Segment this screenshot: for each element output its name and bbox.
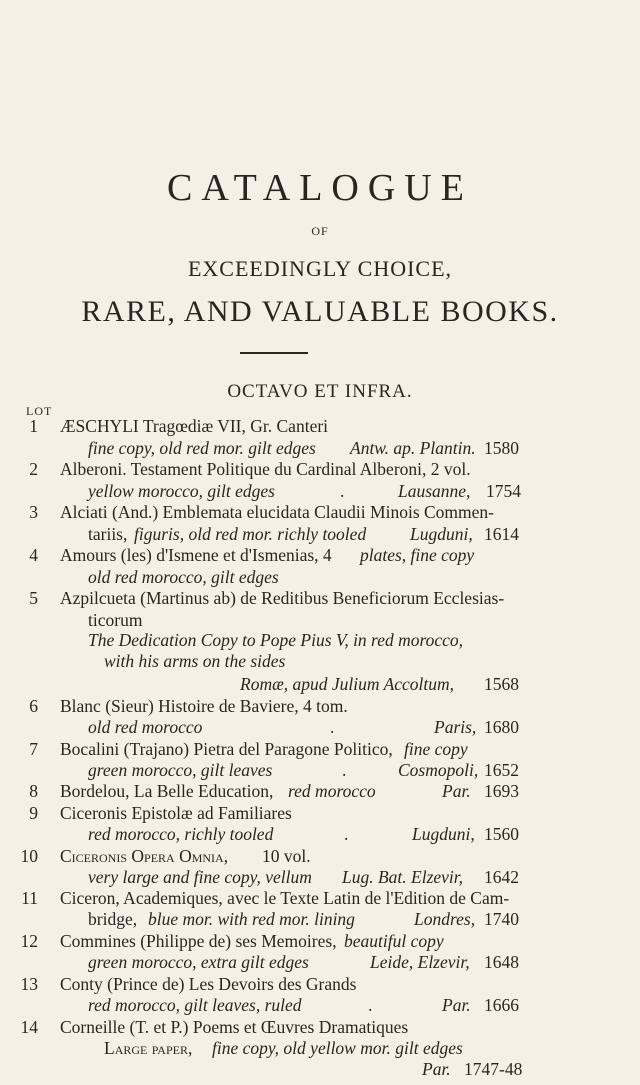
- entry-title: Alberoni. Testament Politique du Cardinal Alberoni, 2 vol.: [60, 459, 471, 479]
- lot-number: 5: [29, 588, 38, 608]
- entry-description: old red morocco, gilt edges: [88, 567, 279, 587]
- entry-volumes: 10 vol.: [262, 846, 311, 866]
- section-heading: OCTAVO ET INFRA.: [227, 381, 413, 402]
- title-of: OF: [311, 224, 329, 238]
- entry-year: 1740: [484, 909, 519, 929]
- entry-imprint: Leide, Elzevir,: [370, 952, 470, 972]
- entry-title-cont: bridge,: [88, 909, 138, 929]
- entry-description: red morocco, gilt leaves, ruled: [88, 995, 302, 1015]
- entry-imprint: Lugduni,: [412, 824, 475, 844]
- entry-title: Blanc (Sieur) Histoire de Baviere, 4 tom.: [60, 696, 348, 716]
- entry-year: 1693: [484, 781, 519, 801]
- entry-imprint: Londres,: [414, 909, 476, 929]
- entry-note: beautiful copy: [344, 931, 444, 951]
- leader-dot: .: [330, 717, 335, 737]
- subtitle-line-1: EXCEEDINGLY CHOICE,: [187, 256, 453, 281]
- entry-year: 1560: [484, 824, 519, 844]
- entry-note: plates, fine copy: [360, 545, 475, 565]
- entry-year: 1642: [484, 867, 519, 887]
- entry-year: 1680: [484, 717, 519, 737]
- lot-number: 14: [20, 1017, 38, 1037]
- entry-imprint: Paris,: [434, 717, 477, 737]
- entry-description: red morocco, richly tooled: [88, 824, 274, 844]
- lot-number: 11: [21, 888, 38, 908]
- entry-title: Azpilcueta (Martinus ab) de Reditibus Beneficiorum Ecclesias-: [60, 588, 505, 608]
- entry-description: old red morocco: [88, 717, 203, 737]
- entry-year: 1747-48: [464, 1059, 523, 1079]
- entry-imprint: Par.: [442, 995, 471, 1015]
- entry-title: Alciati (And.) Emblemata elucidata Claudii Minois Commen-: [60, 502, 494, 522]
- entry-year: 1614: [484, 524, 519, 544]
- leader-dot: .: [344, 824, 349, 844]
- entry-title: Amours (les) d'Ismene et d'Ismenias, 4: [60, 545, 332, 565]
- entry-description: very large and fine copy, vellum: [88, 867, 312, 887]
- entry-description: The Dedication Copy to Pope Pius V, in red morocco,: [88, 630, 464, 650]
- page-title: CATALOGUE: [167, 167, 473, 209]
- entry-title: Corneille (T. et P.) Poems et Œuvres Dramatiques: [60, 1017, 409, 1037]
- lot-number: 3: [29, 502, 38, 522]
- leader-dot: .: [342, 760, 347, 780]
- entry-title: Ciceronis Opera Omnia,: [60, 846, 229, 866]
- leader-dot: .: [340, 481, 345, 501]
- entry-imprint: Romæ, apud Julium Accoltum,: [240, 674, 455, 694]
- entry-imprint: Lausanne,: [398, 481, 471, 501]
- entry-title-cont: ticorum: [88, 610, 143, 630]
- entry-description: yellow morocco, gilt edges: [88, 481, 275, 501]
- entry-title: Commines (Philippe de) ses Memoires,: [60, 931, 337, 951]
- entry-imprint: Par.: [442, 781, 471, 801]
- lot-number: 9: [29, 803, 38, 823]
- entry-year: 1652: [484, 760, 519, 780]
- entry-year: 1666: [484, 995, 519, 1015]
- entry-year: 1754: [486, 481, 521, 501]
- entry-title: Bordelou, La Belle Education,: [60, 781, 274, 801]
- entry-description: blue mor. with red mor. lining: [148, 909, 355, 929]
- entry-imprint: Lugduni,: [410, 524, 473, 544]
- entry-imprint: Lug. Bat. Elzevir,: [342, 867, 464, 887]
- entry-description: fine copy, old yellow mor. gilt edges: [212, 1038, 463, 1058]
- lot-number: 13: [20, 974, 38, 994]
- lot-number: 12: [20, 931, 38, 951]
- entry-description: green morocco, gilt leaves: [88, 760, 273, 780]
- lot-number: 8: [29, 781, 38, 801]
- entry-title: Conty (Prince de) Les Devoirs des Grands: [60, 974, 357, 994]
- leader-dot: .: [368, 995, 373, 1015]
- entry-year: 1568: [484, 674, 519, 694]
- entry-description-cont: with his arms on the sides: [104, 651, 286, 671]
- entry-title: Bocalini (Trajano) Pietra del Paragone Politico,: [60, 739, 393, 759]
- entry-title: ÆSCHYLI Tragœdiæ VII, Gr. Canteri: [60, 416, 329, 436]
- entry-year: 1580: [484, 438, 519, 458]
- lot-column-label: LOT: [26, 404, 53, 418]
- lot-number: 2: [29, 459, 38, 479]
- entry-description: fine copy, old red mor. gilt edges: [88, 438, 316, 458]
- divider-rule: [240, 352, 308, 354]
- entry-paper: Large paper,: [104, 1038, 193, 1058]
- entry-year: 1648: [484, 952, 519, 972]
- entry-description: figuris, old red mor. richly tooled: [134, 524, 367, 544]
- entry-imprint: Cosmopoli,: [398, 760, 479, 780]
- lot-number: 6: [29, 696, 38, 716]
- entry-title: Ciceron, Academiques, avec le Texte Latin de l'Edition de Cam-: [60, 888, 510, 908]
- lot-number: 10: [20, 846, 38, 866]
- entry-title: Ciceronis Epistolæ ad Familiares: [60, 803, 292, 823]
- entry-note: fine copy: [404, 739, 468, 759]
- entry-imprint: Antw. ap. Plantin.: [350, 438, 476, 458]
- lot-number: 4: [29, 545, 38, 565]
- entry-description: red morocco: [288, 781, 376, 801]
- lot-number: 7: [29, 739, 38, 759]
- entry-description: green morocco, extra gilt edges: [88, 952, 309, 972]
- lot-number: 1: [29, 416, 38, 436]
- entry-imprint: Par.: [422, 1059, 451, 1079]
- subtitle-line-2: RARE, AND VALUABLE BOOKS.: [81, 295, 559, 328]
- entry-title-cont: tariis,: [88, 524, 128, 544]
